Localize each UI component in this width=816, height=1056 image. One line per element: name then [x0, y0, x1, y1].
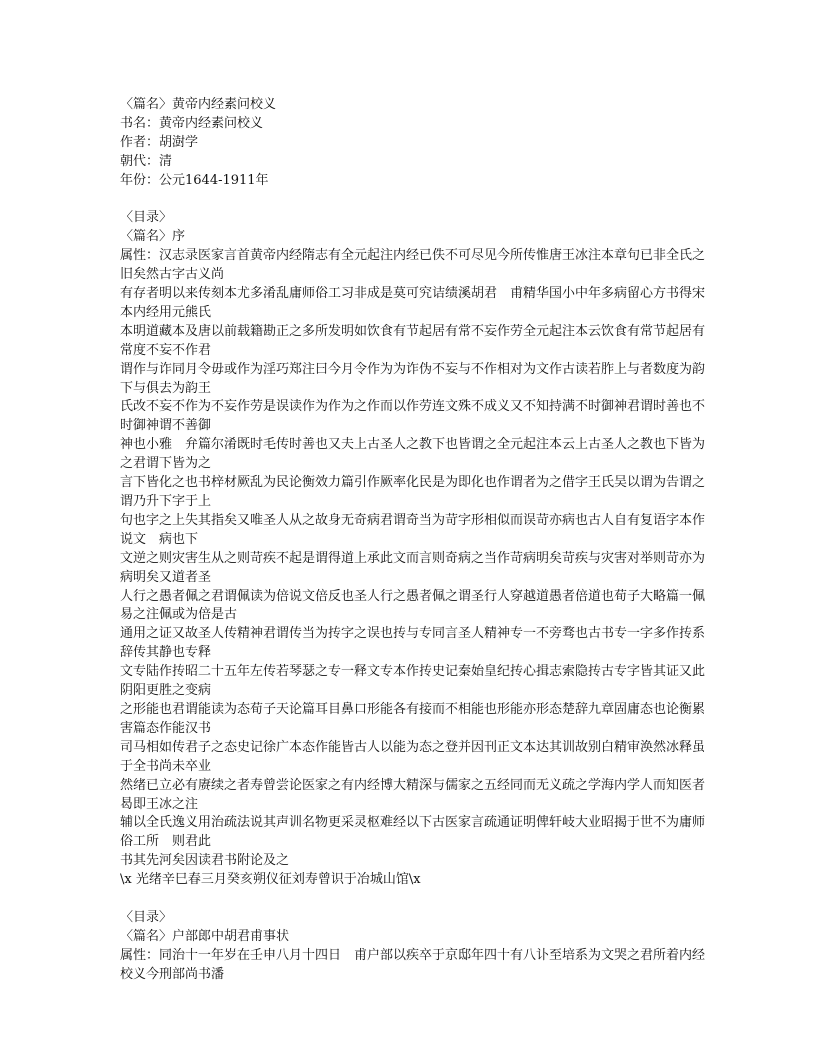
spacer: [120, 890, 710, 909]
colophon: \x 光绪辛巳春三月癸亥朔仪征刘寿曾识于冶城山馆\x: [120, 872, 421, 888]
paragraph: 书其先河矣因读君书附论及之: [120, 853, 290, 869]
title-line: 〈篇名〉黄帝内经素问校义: [120, 97, 277, 112]
paragraph: 谓作与诈同月令毋或作为淫巧郑注曰今月令作为为诈伪不妄与不作相对为文作古读若胙上与者数度为韵下与俱去为韵王: [120, 361, 706, 396]
paragraph: 氏改不妄不作为不妄作劳是误读作为作为之作而以作劳连文殊不成义又不知持满不时御神君谓时善也不时御神谓不善御: [120, 399, 706, 434]
paragraph: 文逆之则灾害生从之则苛疾不起是谓得道上承此文而言则奇病之当作苛病明矣苛疾与灾害对举则苛亦为病明矣又道者圣: [120, 550, 706, 585]
years: 年份：公元1644-1911年: [120, 172, 269, 188]
paragraph: 人行之愚者佩之君谓佩读为倍说文倍反也圣人行之愚者佩之谓圣行人穿越道愚者倍道也荀子大略篇一佩易之注佩或为倍是古: [120, 588, 706, 623]
paragraph: 属性：同治十一年岁在壬申八月十四日 甫户部以疾卒于京邸年四十有八讣至培系为文哭之君所着内经校义今刑部尚书潘: [120, 947, 706, 982]
section-title: 〈篇名〉序: [120, 229, 186, 245]
paragraph: 有存者明以来传刻本尤多淆乱庸师俗工习非成是莫可究诘绩溪胡君 甫精华国小中年多病留心方书得宋本内经用元熊氏: [120, 286, 706, 320]
toc-label: 〈目录〉: [120, 210, 173, 226]
paragraph: 句也字之上失其指矣又唯圣人从之故身无奇病君谓奇当为苛字形相似而误苛亦病也古人自有复语字本作 说文 病也下: [120, 512, 719, 547]
paragraph: 本明道藏本及唐以前载籍勘正之多所发明如饮食有节起居有常不妄作劳全元起注本云饮食有常节起居有常度不妄不作君: [120, 323, 706, 358]
book-name: 书名：黄帝内经素问校义: [120, 115, 264, 131]
dynasty: 朝代：清: [120, 153, 173, 169]
paragraph: 文专陆作抟昭二十五年左传若琴瑟之专一释文专本作抟史记秦始皇纪抟心揖志索隐抟古专字皆其证又此阴阳更胜之变病: [120, 664, 706, 699]
paragraph: 属性：汉志录医家言首黄帝内经隋志有全元起注内经已佚不可尽见今所传惟唐王冰注本章句已非全氏之旧矣然古字古义尚: [120, 248, 706, 283]
paragraph: 辅以全氏逸义用治疏法说其声训名物更采灵枢难经以下古医家言疏通证明俾轩岐大业昭揭于世不为庸师俗工所 则君此: [120, 815, 706, 850]
paragraph: 司马相如传君子之态史记徐广本态作能皆古人以能为态之登并因刊正文本达其训故别白精审涣然冰释虽于全书尚未卒业: [120, 739, 706, 774]
paragraph: 然绪已立必有赓续之者寿曾尝论医家之有内经博大精深与儒家之五经同而无义疏之学海内学人而知医者曷即王冰之注: [120, 777, 706, 812]
paragraph: 通用之证又故圣人传精神君谓传当为抟字之误也抟与专同言圣人精神专一不旁骛也古书专一字多作抟系辞传其静也专释: [120, 626, 706, 661]
spacer: [120, 191, 710, 210]
author: 作者：胡澍学: [120, 134, 199, 150]
paragraph: 神也小雅 弁篇尔淆既时毛传时善也又夫上古圣人之教下也皆谓之全元起注本云上古圣人之教也下皆为之君谓下皆为之: [120, 437, 706, 472]
section-title: 〈篇名〉户部郎中胡君甫事状: [120, 928, 290, 944]
toc-label: 〈目录〉: [120, 909, 173, 925]
paragraph: 之形能也君谓能读为态荀子天论篇耳目鼻口形能各有接而不相能也形能亦形态楚辞九章固庸态也论衡累害篇态作能汉书: [120, 701, 706, 736]
document-page: [120, 96, 719, 985]
paragraph: 言下皆化之也书梓材厥乱为民论衡效力篇引作厥率化民是为即化也作谓者为之借字王氏吴以谓为告谓之谓乃升下字于上: [120, 475, 706, 510]
